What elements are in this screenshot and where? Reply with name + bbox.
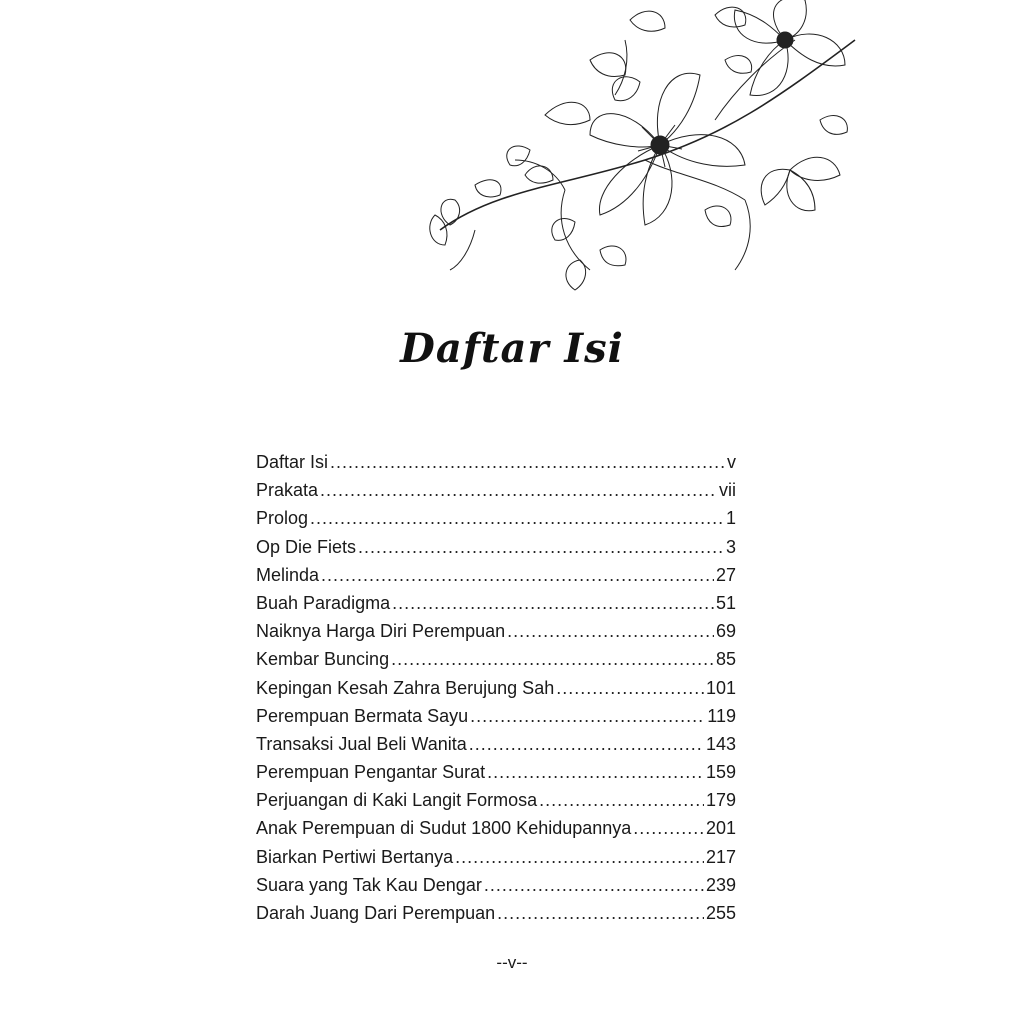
dot-leader [497,899,704,927]
toc-entry [256,730,736,758]
toc-entry-page: 143 [705,733,736,754]
dot-leader [556,674,704,702]
dot-leader [320,476,717,504]
toc-entry [256,814,736,842]
table-of-contents [256,448,736,927]
toc-entry-title: Op Die Fiets [256,536,357,557]
toc-entry-title: Darah Juang Dari Perempuan [256,903,496,923]
toc-entry-page: vii [719,480,736,501]
toc-entry [256,617,736,645]
toc-entry [256,674,736,702]
toc-entry-title: Anak Perempuan di Sudut 1800 Kehidupannya [256,818,632,839]
toc-entry-page: 101 [705,677,736,698]
toc-entry-title: Suara yang Tak Kau Dengar [256,874,482,895]
toc-entry-page: v [727,452,736,472]
toc-entry [256,504,736,532]
toc-entry [256,533,736,561]
dot-leader [469,730,704,758]
toc-entry-page: 201 [705,818,736,839]
toc-entry [256,476,736,504]
toc-entry-title: Kepingan Kesah Zahra Berujung Sah [256,677,555,698]
toc-entry-title: Prakata [256,480,319,501]
toc-entry [256,645,736,673]
toc-entry [256,758,736,786]
dot-leader [321,561,714,589]
toc-entry-page: 27 [715,564,736,585]
dot-leader [455,843,704,871]
toc-entry [256,448,736,476]
toc-entry-page: 179 [705,790,736,811]
toc-entry-page: 119 [707,705,736,726]
toc-entry-page: 85 [715,649,736,670]
toc-entry [256,702,736,730]
toc-entry-page: 69 [715,621,736,642]
toc-entry-page: 255 [705,903,736,923]
dot-leader [484,871,704,899]
toc-entry-title: Perempuan Pengantar Surat [256,762,486,783]
toc-entry [256,589,736,617]
toc-entry-title: Biarkan Pertiwi Bertanya [256,846,454,867]
dot-leader [310,504,724,532]
dot-leader [507,617,714,645]
toc-entry-title: Melinda [256,564,320,585]
toc-entry-title: Perjuangan di Kaki Langit Formosa [256,790,538,811]
toc-entry-title: Daftar Isi [256,452,329,472]
dot-leader [470,702,705,730]
toc-entry-page: 159 [705,762,736,783]
toc-entry [256,871,736,899]
page-number: --v-- [496,953,528,972]
toc-entry [256,786,736,814]
toc-entry-page: 51 [715,592,736,613]
page-title: Daftar Isi [400,325,624,372]
toc-entry [256,899,736,927]
dot-leader [391,645,714,673]
dot-leader [392,589,714,617]
dot-leader [487,758,704,786]
toc-entry-title: Kembar Buncing [256,649,390,670]
dot-leader [633,814,704,842]
floral-branch-illustration [415,0,860,305]
toc-entry-page: 217 [705,846,736,867]
toc-entry [256,561,736,589]
dot-leader [330,448,725,476]
toc-entry-page: 3 [725,536,736,557]
toc-entry-title: Transaksi Jual Beli Wanita [256,733,467,754]
toc-entry-title: Buah Paradigma [256,592,391,613]
toc-entry [256,843,736,871]
dot-leader [539,786,704,814]
toc-entry-title: Perempuan Bermata Sayu [256,705,469,726]
toc-entry-page: 1 [725,508,736,529]
toc-entry-title: Naiknya Harga Diri Perempuan [256,621,506,642]
toc-entry-title: Prolog [256,508,309,529]
dot-leader [358,533,724,561]
toc-entry-page: 239 [705,874,736,895]
